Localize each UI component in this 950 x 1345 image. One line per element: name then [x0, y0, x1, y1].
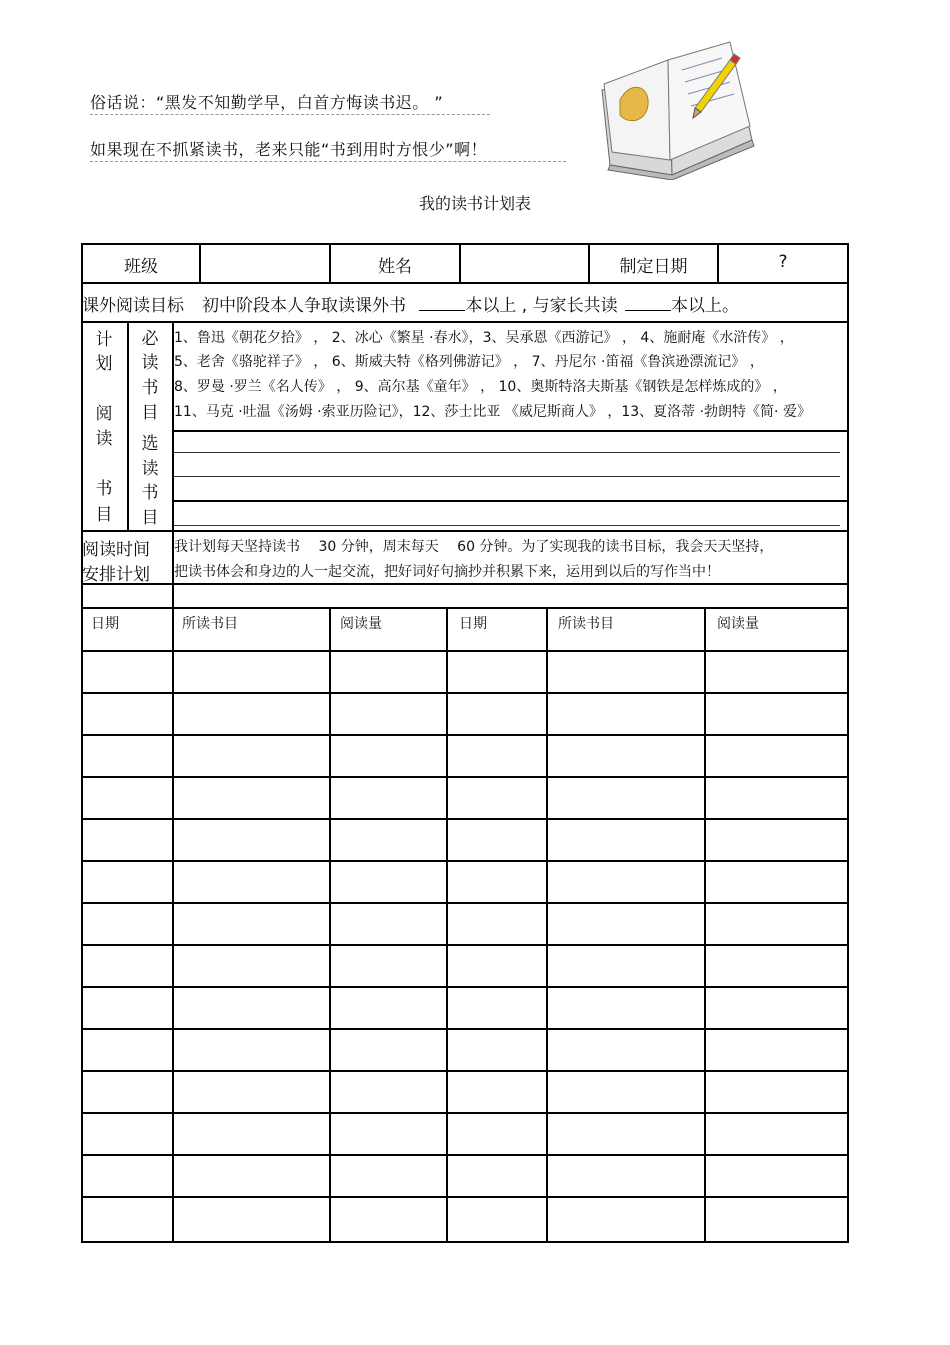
log-cell[interactable] [174, 778, 329, 818]
log-cell[interactable] [174, 1198, 329, 1238]
log-cell[interactable] [83, 862, 172, 902]
log-cell[interactable] [174, 904, 329, 944]
log-cell[interactable] [331, 736, 446, 776]
log-cell[interactable] [548, 694, 704, 734]
log-cell[interactable] [548, 1030, 704, 1070]
log-cell[interactable] [448, 778, 546, 818]
required-label-char: 读 [141, 353, 159, 373]
log-cell[interactable] [83, 778, 172, 818]
goal-text-part1: 初中阶段本人争取读课外书 [202, 296, 406, 316]
goal-text-part2: 本以上 , 与家长共读 [465, 296, 618, 316]
log-cell[interactable] [448, 988, 546, 1028]
parent-books-count-blank[interactable] [625, 296, 671, 311]
time-plan-label-line1: 阅读时间 [82, 540, 150, 560]
date-field[interactable]: ? [778, 252, 788, 272]
plan-label-char: 目 [95, 505, 113, 525]
log-cell[interactable] [448, 862, 546, 902]
log-cell[interactable] [548, 946, 704, 986]
log-cell[interactable] [83, 1156, 172, 1196]
time-plan-text-line2: 把读书体会和身边的人一起交流，把好词好句摘抄并积累下来，运用到以后的写作当中！ [174, 564, 720, 580]
log-header-date-2: 日期 [459, 616, 487, 632]
log-cell[interactable] [83, 820, 172, 860]
log-cell[interactable] [448, 1114, 546, 1154]
log-cell[interactable] [548, 862, 704, 902]
log-cell[interactable] [331, 1156, 446, 1196]
required-label-char: 书 [141, 378, 159, 398]
log-cell[interactable] [331, 1030, 446, 1070]
log-cell[interactable] [706, 1114, 845, 1154]
log-cell[interactable] [706, 736, 845, 776]
log-cell[interactable] [83, 694, 172, 734]
log-cell[interactable] [174, 862, 329, 902]
log-cell[interactable] [448, 1156, 546, 1196]
log-cell[interactable] [548, 1114, 704, 1154]
class-label: 班级 [124, 257, 158, 277]
log-cell[interactable] [706, 946, 845, 986]
log-cell[interactable] [331, 1114, 446, 1154]
plan-label-char: 划 [95, 354, 113, 374]
log-cell[interactable] [83, 946, 172, 986]
log-cell[interactable] [174, 652, 329, 692]
log-cell[interactable] [448, 1072, 546, 1112]
log-cell[interactable] [548, 988, 704, 1028]
log-cell[interactable] [83, 988, 172, 1028]
log-cell[interactable] [448, 820, 546, 860]
log-cell[interactable] [174, 988, 329, 1028]
log-cell[interactable] [174, 736, 329, 776]
log-cell[interactable] [331, 778, 446, 818]
log-cell[interactable] [174, 946, 329, 986]
log-cell[interactable] [83, 1198, 172, 1238]
log-header-book-1: 所读书目 [182, 616, 238, 632]
optional-label-char: 目 [141, 508, 159, 528]
required-label-char: 必 [141, 329, 159, 349]
name-label: 姓名 [378, 257, 412, 277]
log-cell[interactable] [83, 1114, 172, 1154]
goal-text-part3: 本以上。 [671, 296, 740, 316]
log-cell[interactable] [548, 820, 704, 860]
log-cell[interactable] [706, 862, 845, 902]
log-cell[interactable] [548, 904, 704, 944]
log-header-amount-1: 阅读量 [340, 616, 382, 632]
log-cell[interactable] [548, 1198, 704, 1238]
log-cell[interactable] [331, 988, 446, 1028]
time-plan-text-line1: 我计划每天坚持读书 30 分钟，周末每天 60 分钟。为了实现我的读书目标，我会天天坚持， [174, 539, 774, 555]
log-cell[interactable] [706, 988, 845, 1028]
plan-label-char: 阅 [95, 404, 113, 424]
log-cell[interactable] [83, 1072, 172, 1112]
log-cell[interactable] [174, 1114, 329, 1154]
required-book-line: 5、老舍《骆驼祥子》 ， 6、斯威夫特《格列佛游记》 ， 7、丹尼尔 ·笛福《鲁滨逊漂流记》 ， [174, 354, 764, 370]
log-cell[interactable] [706, 778, 845, 818]
log-cell[interactable] [331, 862, 446, 902]
log-header-book-2: 所读书目 [558, 616, 614, 632]
log-cell[interactable] [548, 1072, 704, 1112]
log-cell[interactable] [331, 946, 446, 986]
plan-label-char: 书 [95, 479, 113, 499]
log-cell[interactable] [331, 652, 446, 692]
log-cell[interactable] [448, 652, 546, 692]
log-cell[interactable] [706, 1198, 845, 1238]
log-cell[interactable] [448, 1198, 546, 1238]
log-cell[interactable] [174, 694, 329, 734]
date-label: 制定日期 [619, 257, 688, 277]
log-cell[interactable] [83, 736, 172, 776]
log-cell[interactable] [706, 904, 845, 944]
open-book-with-pencil-icon [590, 30, 760, 180]
log-cell[interactable] [706, 1072, 845, 1112]
log-cell[interactable] [174, 820, 329, 860]
log-cell[interactable] [331, 904, 446, 944]
log-cell[interactable] [448, 694, 546, 734]
optional-label-char: 读 [141, 459, 159, 479]
log-cell[interactable] [331, 1198, 446, 1238]
time-plan-label-line2: 安排计划 [82, 565, 150, 585]
required-book-line: 11、马克 ·吐温《汤姆 ·索亚历险记》，12、莎士比亚 《威尼斯商人》 ，13、夏洛蒂 ·勃朗特《简· 爱》 [174, 404, 811, 420]
required-book-line: 8、罗曼 ·罗兰《名人传》 ， 9、高尔基《童年》 ， 10、奥斯特洛夫斯基《钢铁是怎样炼成的》 ， [174, 379, 787, 395]
log-cell[interactable] [331, 820, 446, 860]
log-header-date-1: 日期 [91, 616, 119, 632]
log-cell[interactable] [83, 904, 172, 944]
log-cell[interactable] [83, 1030, 172, 1070]
log-cell[interactable] [706, 820, 845, 860]
goal-label: 课外阅读目标 [82, 296, 184, 316]
books-count-blank[interactable] [419, 296, 465, 311]
log-cell[interactable] [448, 736, 546, 776]
log-cell[interactable] [174, 1156, 329, 1196]
log-cell[interactable] [448, 904, 546, 944]
plan-label-char: 计 [95, 330, 113, 350]
log-cell[interactable] [548, 736, 704, 776]
log-header-amount-2: 阅读量 [717, 616, 759, 632]
optional-label-char: 选 [141, 434, 159, 454]
log-cell[interactable] [706, 694, 845, 734]
optional-books-area[interactable] [174, 432, 846, 528]
log-cell[interactable] [174, 1030, 329, 1070]
log-cell[interactable] [174, 1072, 329, 1112]
optional-label-char: 书 [141, 483, 159, 503]
log-cell[interactable] [548, 778, 704, 818]
quote-line-2: 如果现在不抓紧读书，老来只能“书到用时方恨少”啊！ [90, 137, 566, 162]
required-label-char: 目 [141, 403, 159, 423]
quote-line-1: 俗话说：“黑发不知勤学早，白首方悔读书迟。 ” [90, 90, 490, 115]
log-cell[interactable] [448, 946, 546, 986]
log-cell[interactable] [448, 1030, 546, 1070]
log-cell[interactable] [706, 652, 845, 692]
page-title: 我的读书计划表 [418, 194, 531, 213]
log-cell[interactable] [331, 1072, 446, 1112]
log-cell[interactable] [548, 1156, 704, 1196]
log-cell[interactable] [331, 694, 446, 734]
goal-text [202, 291, 739, 316]
plan-label-char: 读 [95, 429, 113, 449]
log-cell[interactable] [83, 652, 172, 692]
log-cell[interactable] [706, 1030, 845, 1070]
log-cell[interactable] [706, 1156, 845, 1196]
required-book-line: 1、鲁迅《朝花夕拾》 ， 2、冰心《繁星 ·春水》，3、吴承恩《西游记》 ， 4、施耐庵《水浒传》 ， [174, 330, 794, 346]
log-cell[interactable] [548, 652, 704, 692]
